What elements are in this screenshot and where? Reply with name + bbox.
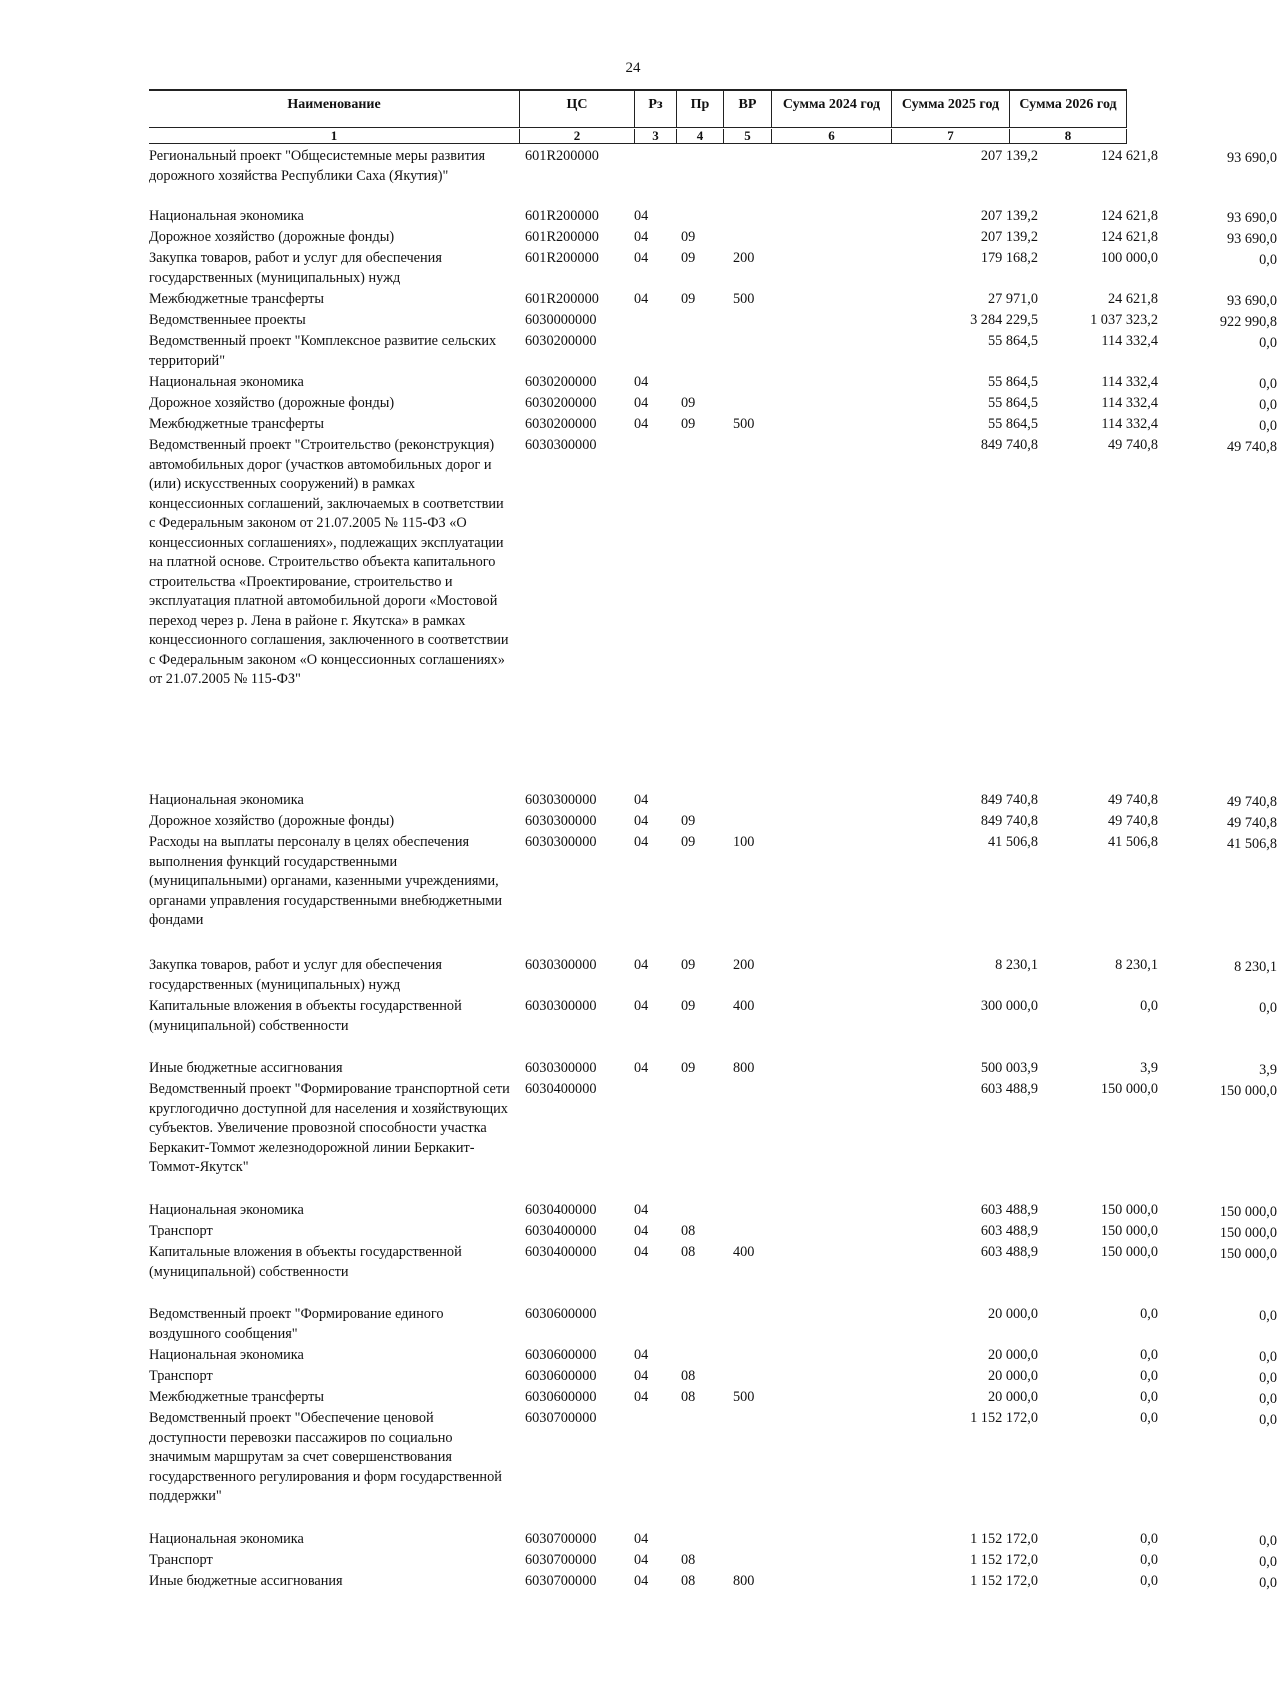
row-vr-code: 800: [733, 1060, 755, 1076]
row-sum-2025: 8 230,1: [1115, 957, 1158, 973]
row-sum-2026: 0,0: [1259, 252, 1277, 268]
row-cs-code: 6030700000: [525, 1573, 597, 1589]
table-row: [149, 1305, 1277, 1346]
row-name: Иные бюджетные ассигнования: [149, 1060, 343, 1076]
row-pr-code: 09: [681, 395, 696, 411]
table-row: [149, 1243, 1277, 1305]
row-name: Закупка товаров, работ и услуг для обеспечения государственных (муниципальных) нужд: [149, 957, 442, 993]
table-row: [149, 207, 1277, 228]
row-name: Дорожное хозяйство (дорожные фонды): [149, 813, 395, 829]
row-rz-code: 04: [634, 792, 649, 808]
row-vr-code: 200: [733, 250, 755, 266]
row-name: Ведомственный проект "Обеспечение ценовой доступности перевозки пассажиров по социально значимым маршрутам за счет совершенствования государственного регулирования и форм государственной поддержки": [149, 1410, 502, 1504]
row-vr-code: 500: [733, 291, 755, 307]
row-cs-code: 6030300000: [525, 957, 597, 973]
row-sum-2024: 1 152 172,0: [970, 1573, 1038, 1589]
column-number: 6: [772, 129, 892, 143]
row-rz-code: 04: [634, 1573, 649, 1589]
row-pr-code: 09: [681, 834, 696, 850]
row-sum-2026: 0,0: [1259, 1000, 1277, 1016]
table-header: [149, 89, 1127, 144]
row-cs-code: 6030600000: [525, 1306, 597, 1322]
row-sum-2026: 150 000,0: [1219, 1083, 1277, 1099]
table-row: [149, 436, 1277, 791]
row-sum-2026: 0,0: [1259, 1533, 1277, 1549]
row-sum-2025: 114 332,4: [1101, 374, 1158, 390]
row-name: Иные бюджетные ассигнования: [149, 1573, 343, 1589]
row-sum-2024: 55 864,5: [987, 333, 1038, 349]
row-cs-code: 601R200000: [525, 229, 599, 245]
row-sum-2026: 8 230,1: [1234, 959, 1277, 975]
row-vr-code: 100: [733, 834, 755, 850]
row-sum-2025: 150 000,0: [1100, 1223, 1158, 1239]
row-sum-2025: 0,0: [1140, 1573, 1158, 1589]
row-name: Межбюджетные трансферты: [149, 291, 325, 307]
row-vr-code: 800: [733, 1573, 755, 1589]
row-sum-2026: 0,0: [1259, 1575, 1277, 1591]
row-sum-2024: 55 864,5: [987, 374, 1038, 390]
table-row: [149, 812, 1277, 833]
table-row: [149, 1388, 1277, 1409]
row-sum-2024: 179 168,2: [980, 250, 1038, 266]
row-name: Национальная экономика: [149, 792, 304, 808]
row-pr-code: 09: [681, 416, 696, 432]
row-cs-code: 6030200000: [525, 374, 597, 390]
row-name: Межбюджетные трансферты: [149, 1389, 325, 1405]
row-sum-2026: 150 000,0: [1219, 1204, 1277, 1220]
row-sum-2024: 8 230,1: [995, 957, 1038, 973]
row-name: Дорожное хозяйство (дорожные фонды): [149, 395, 395, 411]
row-sum-2026: 0,0: [1259, 1412, 1277, 1428]
row-name: Ведомственныее проекты: [149, 312, 306, 328]
table-row: [149, 394, 1277, 415]
row-sum-2025: 3,9: [1140, 1060, 1158, 1076]
row-sum-2024: 603 488,9: [980, 1081, 1038, 1097]
row-sum-2026: 93 690,0: [1226, 293, 1277, 309]
row-name: Ведомственный проект "Комплексное развитие сельских территорий": [149, 333, 497, 369]
table-row: [149, 1346, 1277, 1367]
row-rz-code: 04: [634, 834, 649, 850]
row-cs-code: 6030200000: [525, 333, 597, 349]
table-row: [149, 249, 1277, 290]
page-number: 24: [625, 60, 641, 76]
column-header: Сумма 2025 год: [892, 91, 1010, 127]
row-pr-code: 09: [681, 250, 696, 266]
row-sum-2025: 0,0: [1140, 1531, 1158, 1547]
table-row: [149, 1222, 1277, 1243]
table-row: [149, 1409, 1277, 1530]
table-row: [149, 956, 1277, 997]
row-sum-2026: 0,0: [1259, 376, 1277, 392]
row-sum-2024: 20 000,0: [987, 1347, 1038, 1363]
row-sum-2025: 0,0: [1140, 998, 1158, 1014]
row-pr-code: 09: [681, 1060, 696, 1076]
row-rz-code: 04: [634, 1202, 649, 1218]
row-sum-2024: 300 000,0: [980, 998, 1038, 1014]
table-row: [149, 228, 1277, 249]
row-rz-code: 04: [634, 250, 649, 266]
row-rz-code: 04: [634, 1244, 649, 1260]
row-name: Капитальные вложения в объекты государственной (муниципальной) собственности: [149, 1244, 462, 1280]
row-cs-code: 6030300000: [525, 1060, 597, 1076]
row-sum-2025: 124 621,8: [1100, 229, 1158, 245]
column-header: ЦС: [520, 91, 635, 127]
table-row: [149, 1059, 1277, 1080]
row-sum-2025: 100 000,0: [1100, 250, 1158, 266]
row-sum-2024: 1 152 172,0: [970, 1552, 1038, 1568]
row-cs-code: 601R200000: [525, 250, 599, 266]
row-rz-code: 04: [634, 291, 649, 307]
row-sum-2025: 1 037 323,2: [1090, 312, 1158, 328]
budget-table-body: [149, 147, 1277, 1593]
row-sum-2024: 55 864,5: [987, 395, 1038, 411]
row-name: Транспорт: [149, 1552, 213, 1568]
table-row: [149, 1367, 1277, 1388]
column-number: 7: [892, 129, 1010, 143]
row-sum-2024: 207 139,2: [980, 148, 1038, 164]
table-row: [149, 1080, 1277, 1201]
table-row: [149, 791, 1277, 812]
column-header: Пр: [677, 91, 724, 127]
row-cs-code: 6030600000: [525, 1368, 597, 1384]
row-cs-code: 6030300000: [525, 437, 597, 453]
row-cs-code: 6030700000: [525, 1531, 597, 1547]
row-name: Национальная экономика: [149, 1202, 304, 1218]
row-sum-2025: 0,0: [1140, 1389, 1158, 1405]
row-sum-2024: 1 152 172,0: [970, 1531, 1038, 1547]
row-cs-code: 6030700000: [525, 1552, 597, 1568]
column-number: 8: [1010, 129, 1127, 143]
row-pr-code: 09: [681, 957, 696, 973]
row-sum-2024: 603 488,9: [980, 1202, 1038, 1218]
row-sum-2025: 41 506,8: [1107, 834, 1158, 850]
row-sum-2025: 0,0: [1140, 1347, 1158, 1363]
row-name: Транспорт: [149, 1368, 213, 1384]
table-row: [149, 1530, 1277, 1551]
row-sum-2026: 150 000,0: [1219, 1246, 1277, 1262]
row-cs-code: 6030400000: [525, 1223, 597, 1239]
row-sum-2025: 114 332,4: [1101, 333, 1158, 349]
row-name: Национальная экономика: [149, 374, 304, 390]
table-row: [149, 1572, 1277, 1593]
row-sum-2026: 3,9: [1259, 1062, 1277, 1078]
column-number: 2: [520, 129, 635, 143]
row-cs-code: 6030300000: [525, 998, 597, 1014]
row-sum-2025: 0,0: [1140, 1552, 1158, 1568]
row-pr-code: 09: [681, 998, 696, 1014]
row-pr-code: 09: [681, 229, 696, 245]
column-header: Сумма 2024 год: [772, 91, 892, 127]
row-sum-2026: 93 690,0: [1226, 231, 1277, 247]
row-cs-code: 6030400000: [525, 1202, 597, 1218]
row-sum-2024: 3 284 229,5: [970, 312, 1038, 328]
row-name: Ведомственный проект "Формирование транспортной сети круглогодично доступной для населения и хозяйствующих субъектов. Увеличение провозной способности участка Беркакит-Томмот железнодорожной линии Беркакит-Томмот-Якутск": [149, 1081, 510, 1175]
column-header: Рз: [635, 91, 677, 127]
column-number: 1: [149, 129, 520, 143]
header-divider: [149, 127, 1127, 128]
row-sum-2026: 0,0: [1259, 1554, 1277, 1570]
row-sum-2026: 922 990,8: [1219, 314, 1277, 330]
row-rz-code: 04: [634, 1060, 649, 1076]
row-sum-2024: 55 864,5: [987, 416, 1038, 432]
row-rz-code: 04: [634, 998, 649, 1014]
row-sum-2026: 49 740,8: [1226, 439, 1277, 455]
row-sum-2025: 49 740,8: [1107, 813, 1158, 829]
row-rz-code: 04: [634, 813, 649, 829]
row-rz-code: 04: [634, 1389, 649, 1405]
row-rz-code: 04: [634, 1347, 649, 1363]
row-name: Ведомственный проект "Формирование единого воздушного сообщения": [149, 1306, 444, 1342]
row-rz-code: 04: [634, 416, 649, 432]
row-sum-2025: 0,0: [1140, 1368, 1158, 1384]
row-cs-code: 6030700000: [525, 1410, 597, 1426]
table-row: [149, 415, 1277, 436]
table-row: [149, 997, 1277, 1059]
column-header: ВР: [724, 91, 772, 127]
row-sum-2025: 24 621,8: [1107, 291, 1158, 307]
row-sum-2025: 150 000,0: [1100, 1081, 1158, 1097]
row-cs-code: 6030600000: [525, 1347, 597, 1363]
row-sum-2024: 207 139,2: [980, 208, 1038, 224]
row-rz-code: 04: [634, 1531, 649, 1547]
row-pr-code: 09: [681, 813, 696, 829]
row-name: Капитальные вложения в объекты государственной (муниципальной) собственности: [149, 998, 462, 1034]
row-sum-2025: 114 332,4: [1101, 416, 1158, 432]
row-vr-code: 200: [733, 957, 755, 973]
row-sum-2024: 849 740,8: [980, 437, 1038, 453]
row-sum-2024: 207 139,2: [980, 229, 1038, 245]
row-cs-code: 601R200000: [525, 148, 599, 164]
table-row: [149, 833, 1277, 956]
row-pr-code: 08: [681, 1223, 696, 1239]
column-number: 5: [724, 129, 772, 143]
row-name: Национальная экономика: [149, 1347, 304, 1363]
column-header: Наименование: [149, 91, 520, 127]
row-sum-2025: 0,0: [1140, 1410, 1158, 1426]
row-sum-2025: 150 000,0: [1100, 1244, 1158, 1260]
table-row: [149, 373, 1277, 394]
table-row: [149, 311, 1277, 332]
column-number: 4: [677, 129, 724, 143]
row-sum-2025: 124 621,8: [1100, 208, 1158, 224]
row-sum-2024: 20 000,0: [987, 1306, 1038, 1322]
row-sum-2025: 124 621,8: [1100, 148, 1158, 164]
row-sum-2026: 0,0: [1259, 418, 1277, 434]
row-sum-2026: 150 000,0: [1219, 1225, 1277, 1241]
row-name: Транспорт: [149, 1223, 213, 1239]
row-sum-2024: 500 003,9: [980, 1060, 1038, 1076]
row-pr-code: 08: [681, 1552, 696, 1568]
column-header: Сумма 2026 год: [1010, 91, 1127, 127]
row-sum-2024: 603 488,9: [980, 1244, 1038, 1260]
row-sum-2024: 849 740,8: [980, 813, 1038, 829]
row-sum-2025: 49 740,8: [1107, 792, 1158, 808]
table-row: [149, 290, 1277, 311]
row-sum-2024: 1 152 172,0: [970, 1410, 1038, 1426]
row-cs-code: 6030200000: [525, 416, 597, 432]
row-rz-code: 04: [634, 374, 649, 390]
row-cs-code: 6030300000: [525, 834, 597, 850]
row-sum-2024: 20 000,0: [987, 1368, 1038, 1384]
row-cs-code: 601R200000: [525, 291, 599, 307]
table-row: [149, 147, 1277, 207]
row-sum-2024: 849 740,8: [980, 792, 1038, 808]
column-number: 3: [635, 129, 677, 143]
row-cs-code: 6030400000: [525, 1081, 597, 1097]
row-cs-code: 6030300000: [525, 792, 597, 808]
row-name: Национальная экономика: [149, 208, 304, 224]
row-pr-code: 08: [681, 1389, 696, 1405]
row-sum-2026: 0,0: [1259, 1349, 1277, 1365]
row-sum-2026: 0,0: [1259, 1370, 1277, 1386]
row-sum-2026: 0,0: [1259, 1391, 1277, 1407]
row-pr-code: 08: [681, 1368, 696, 1384]
row-sum-2025: 150 000,0: [1100, 1202, 1158, 1218]
row-rz-code: 04: [634, 1223, 649, 1239]
row-cs-code: 6030000000: [525, 312, 597, 328]
row-sum-2024: 41 506,8: [987, 834, 1038, 850]
row-sum-2024: 20 000,0: [987, 1389, 1038, 1405]
row-sum-2026: 49 740,8: [1226, 794, 1277, 810]
row-pr-code: 08: [681, 1244, 696, 1260]
row-sum-2026: 49 740,8: [1226, 815, 1277, 831]
row-rz-code: 04: [634, 1368, 649, 1384]
row-name: Дорожное хозяйство (дорожные фонды): [149, 229, 395, 245]
row-pr-code: 09: [681, 291, 696, 307]
table-row: [149, 1551, 1277, 1572]
row-name: Региональный проект "Общесистемные меры развития дорожного хозяйства Республики Саха (Якутия)": [149, 148, 486, 184]
table-row: [149, 1201, 1277, 1222]
row-cs-code: 6030300000: [525, 813, 597, 829]
row-sum-2026: 93 690,0: [1226, 150, 1277, 166]
row-pr-code: 08: [681, 1573, 696, 1589]
row-sum-2026: 0,0: [1259, 335, 1277, 351]
row-sum-2025: 49 740,8: [1107, 437, 1158, 453]
row-sum-2026: 41 506,8: [1226, 836, 1277, 852]
row-name: Национальная экономика: [149, 1531, 304, 1547]
row-vr-code: 400: [733, 1244, 755, 1260]
row-rz-code: 04: [634, 957, 649, 973]
row-sum-2024: 27 971,0: [987, 291, 1038, 307]
row-rz-code: 04: [634, 1552, 649, 1568]
row-sum-2026: 0,0: [1259, 1308, 1277, 1324]
row-cs-code: 6030600000: [525, 1389, 597, 1405]
row-rz-code: 04: [634, 208, 649, 224]
row-sum-2024: 603 488,9: [980, 1223, 1038, 1239]
table-row: [149, 332, 1277, 373]
row-rz-code: 04: [634, 395, 649, 411]
row-sum-2026: 0,0: [1259, 397, 1277, 413]
row-cs-code: 6030200000: [525, 395, 597, 411]
row-name: Закупка товаров, работ и услуг для обеспечения государственных (муниципальных) нужд: [149, 250, 442, 286]
row-name: Ведомственный проект "Строительство (реконструкция) автомобильных дорог (участков автомобильных дорог и (или) искусственных сооружений) в рамках концессионных соглашений, заключаемых в соответствии с Федеральным законом от 21.07.2005 № 115-ФЗ «О концессионных соглашениях», подлежащих эксплуатации на платной основе. Строительство объекта капитального строительства «Проектирование, строительство и эксплуатация платной автомобильной дороги «Мостовой переход через р. Лена в районе г. Якутска» в рамках концессионного соглашения, заключенного в соответствии с Федеральным законом «О концессионных соглашениях» от 21.07.2005 № 115-ФЗ": [149, 437, 509, 687]
row-sum-2025: 114 332,4: [1101, 395, 1158, 411]
row-name: Расходы на выплаты персоналу в целях обеспечения выполнения функций государственными (муниципальными) органами, казенными учреждениями, органами управления государственными внебюджетными фондами: [149, 834, 503, 928]
row-sum-2025: 0,0: [1140, 1306, 1158, 1322]
row-rz-code: 04: [634, 229, 649, 245]
row-name: Межбюджетные трансферты: [149, 416, 325, 432]
row-vr-code: 400: [733, 998, 755, 1014]
row-sum-2026: 93 690,0: [1226, 210, 1277, 226]
row-cs-code: 6030400000: [525, 1244, 597, 1260]
row-vr-code: 500: [733, 416, 755, 432]
row-cs-code: 601R200000: [525, 208, 599, 224]
row-vr-code: 500: [733, 1389, 755, 1405]
